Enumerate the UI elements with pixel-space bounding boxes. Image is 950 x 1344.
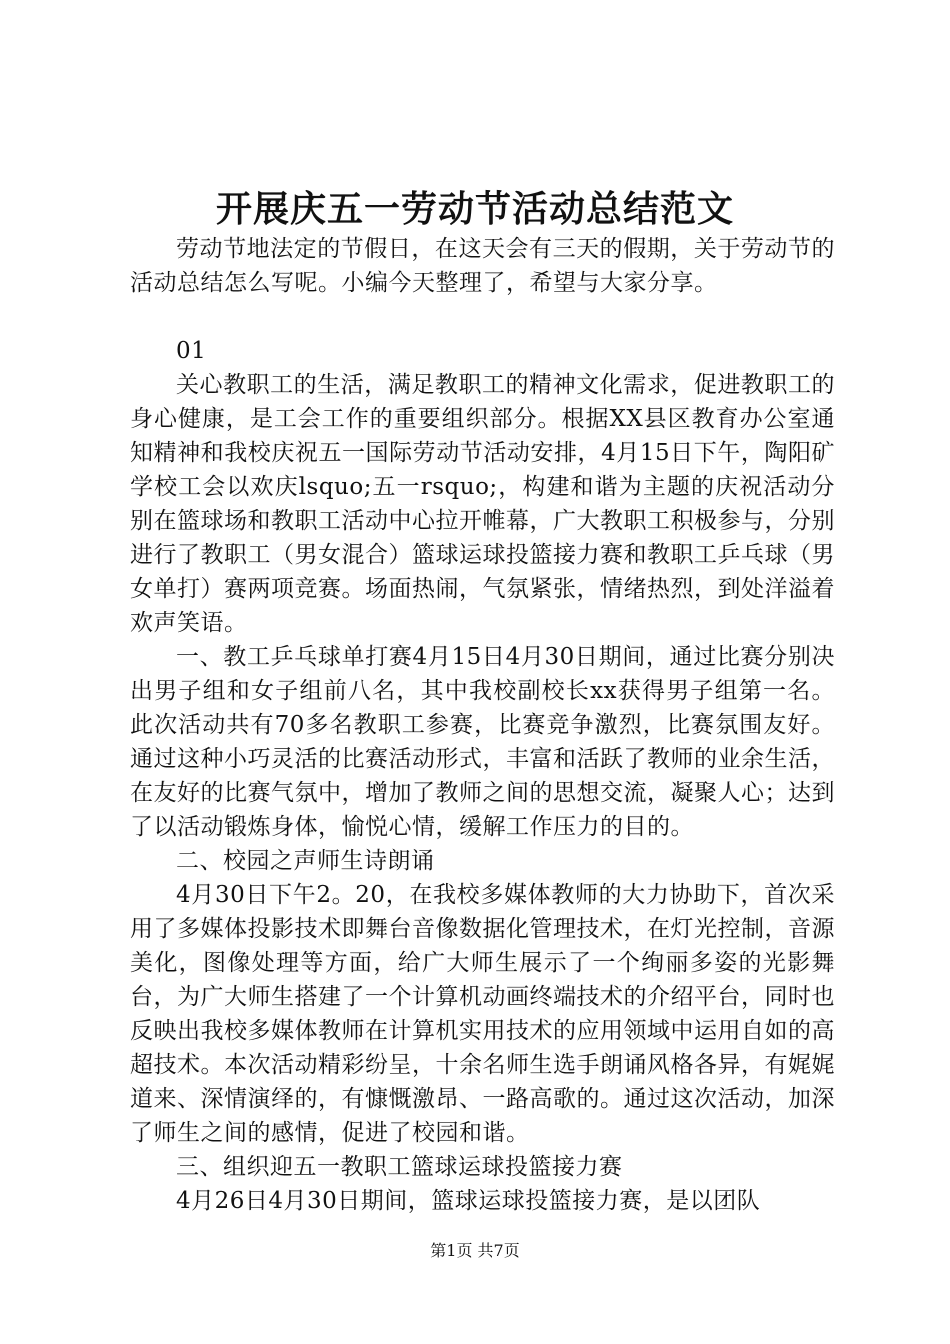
section-heading: 二、校园之声师生诗朗诵 <box>176 848 435 874</box>
section-heading: 三、组织迎五一教职工篮球运球投篮接力赛 <box>176 1154 623 1180</box>
document-title: 开展庆五一劳动节活动总结范文 <box>215 188 734 230</box>
document-body <box>130 232 835 1218</box>
page-footer: 第1页 共7页 <box>430 1241 520 1260</box>
body-paragraph: 一、教工乒乓球单打赛4月15日4月30日期间，通过比赛分别决出男子组和女子组前八名，其中我校副校长xx获得男子组第一名。此次活动共有70多名教职工参赛，比赛竞争激烈，比赛氛围友好。通过这种小巧灵活的比赛活动形式，丰富和活跃了教师的业余生活，在友好的比赛气氛中，增加了教师之间的思想交流，凝聚人心；达到了以活动锻炼身体，愉悦心情，缓解工作压力的目的。 <box>130 644 835 840</box>
body-paragraph: 4月26日4月30日期间，篮球运球投篮接力赛，是以团队 <box>176 1188 761 1214</box>
body-paragraph: 关心教职工的生活，满足教职工的精神文化需求，促进教职工的身心健康，是工会工作的重要组织部分。根据XX县区教育办公室通知精神和我校庆祝五一国际劳动节活动安排，4月15日下午，陶阳矿学校工会以欢庆lsquo;五一rsquo;，构建和谐为主题的庆祝活动分别在篮球场和教职工活动中心拉开帷幕，广大教职工积极参与，分别进行了教职工（男女混合）篮球运球投篮接力赛和教职工乒乓球（男女单打）赛两项竞赛。场面热闹，气氛紧张，情绪热烈，到处洋溢着欢声笑语。 <box>130 372 835 636</box>
intro-paragraph: 劳动节地法定的节假日，在这天会有三天的假期，关于劳动节的活动总结怎么写呢。小编今天整理了，希望与大家分享。 <box>130 236 835 296</box>
section-number: 01 <box>176 338 207 364</box>
body-paragraph: 4月30日下午2。20，在我校多媒体教师的大力协助下，首次采用了多媒体投影技术即舞台音像数据化管理技术，在灯光控制，音源美化，图像处理等方面，给广大师生展示了一个绚丽多姿的光影舞台，为广大师生搭建了一个计算机动画终端技术的介绍平台，同时也反映出我校多媒体教师在计算机实用技术的应用领域中运用自如的高超技术。本次活动精彩纷呈，十余名师生选手朗诵风格各异，有娓娓道来、深情演绎的，有慷慨激昂、一路高歌的。通过这次活动，加深了师生之间的感情，促进了校园和谐。 <box>130 882 835 1146</box>
